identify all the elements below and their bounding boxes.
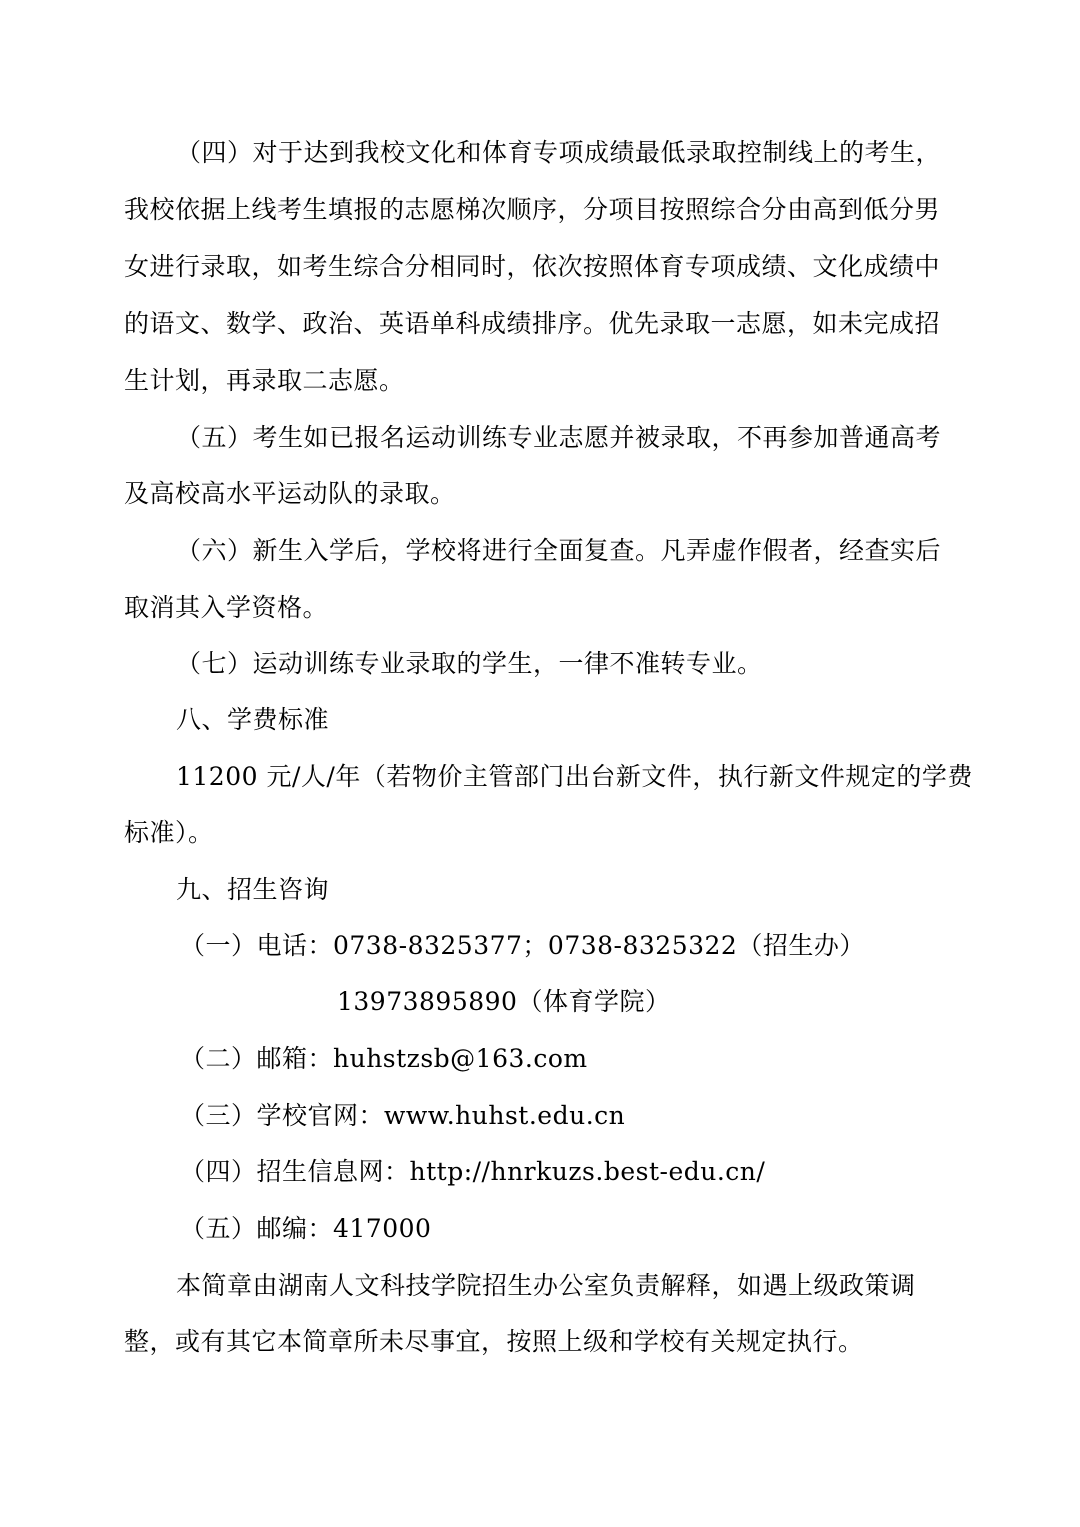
consult-postcode-line: （五）邮编：417000: [180, 1214, 432, 1243]
consult-info-site-line: （四）招生信息网：http://hnrkuzs.best-edu.cn/: [180, 1157, 766, 1186]
section-4-line-4: 的语文、数学、政治、英语单科成绩排序。优先录取一志愿，如未完成招: [124, 309, 941, 338]
section-5-line-1: （五）考生如已报名运动训练专业志愿并被录取，不再参加普通高考: [176, 423, 942, 452]
closing-line-1: 本简章由湖南人文科技学院招生办公室负责解释，如遇上级政策调: [176, 1271, 916, 1300]
section-7-line-1: （七）运动训练专业录取的学生，一律不准转专业。: [176, 649, 763, 678]
section-4-line-5: 生计划，再录取二志愿。: [124, 366, 405, 395]
tuition-line-1: 11200 元/人/年（若物价主管部门出台新文件，执行新文件规定的学费: [176, 762, 973, 791]
tuition-line-2: 标准）。: [124, 818, 214, 847]
consult-phone-line: （一）电话：0738-8325377；0738-8325322（招生办）: [180, 931, 865, 960]
section-4-line-1: （四）对于达到我校文化和体育专项成绩最低录取控制线上的考生，: [176, 138, 942, 167]
section-6-line-2: 取消其入学资格。: [124, 593, 329, 622]
consult-website-line: （三）学校官网：www.huhst.edu.cn: [180, 1101, 626, 1130]
section-4-line-3: 女进行录取，如考生综合分相同时，依次按照体育专项成绩、文化成绩中: [124, 252, 941, 281]
section-6-line-1: （六）新生入学后，学校将进行全面复查。凡弄虚作假者，经查实后: [176, 536, 942, 565]
closing-line-2: 整，或有其它本简章所未尽事宜，按照上级和学校有关规定执行。: [124, 1327, 864, 1356]
section-4-line-2: 我校依据上线考生填报的志愿梯次顺序，分项目按照综合分由高到低分男: [124, 195, 941, 224]
section-5-line-2: 及高校高水平运动队的录取。: [124, 479, 456, 508]
consult-heading: 九、招生咨询: [176, 875, 330, 904]
consult-email-line: （二）邮箱：huhstzsb@163.com: [180, 1044, 588, 1073]
consult-phone-line-2: 13973895890（体育学院）: [337, 987, 671, 1016]
tuition-heading: 八、学费标准: [176, 705, 330, 734]
